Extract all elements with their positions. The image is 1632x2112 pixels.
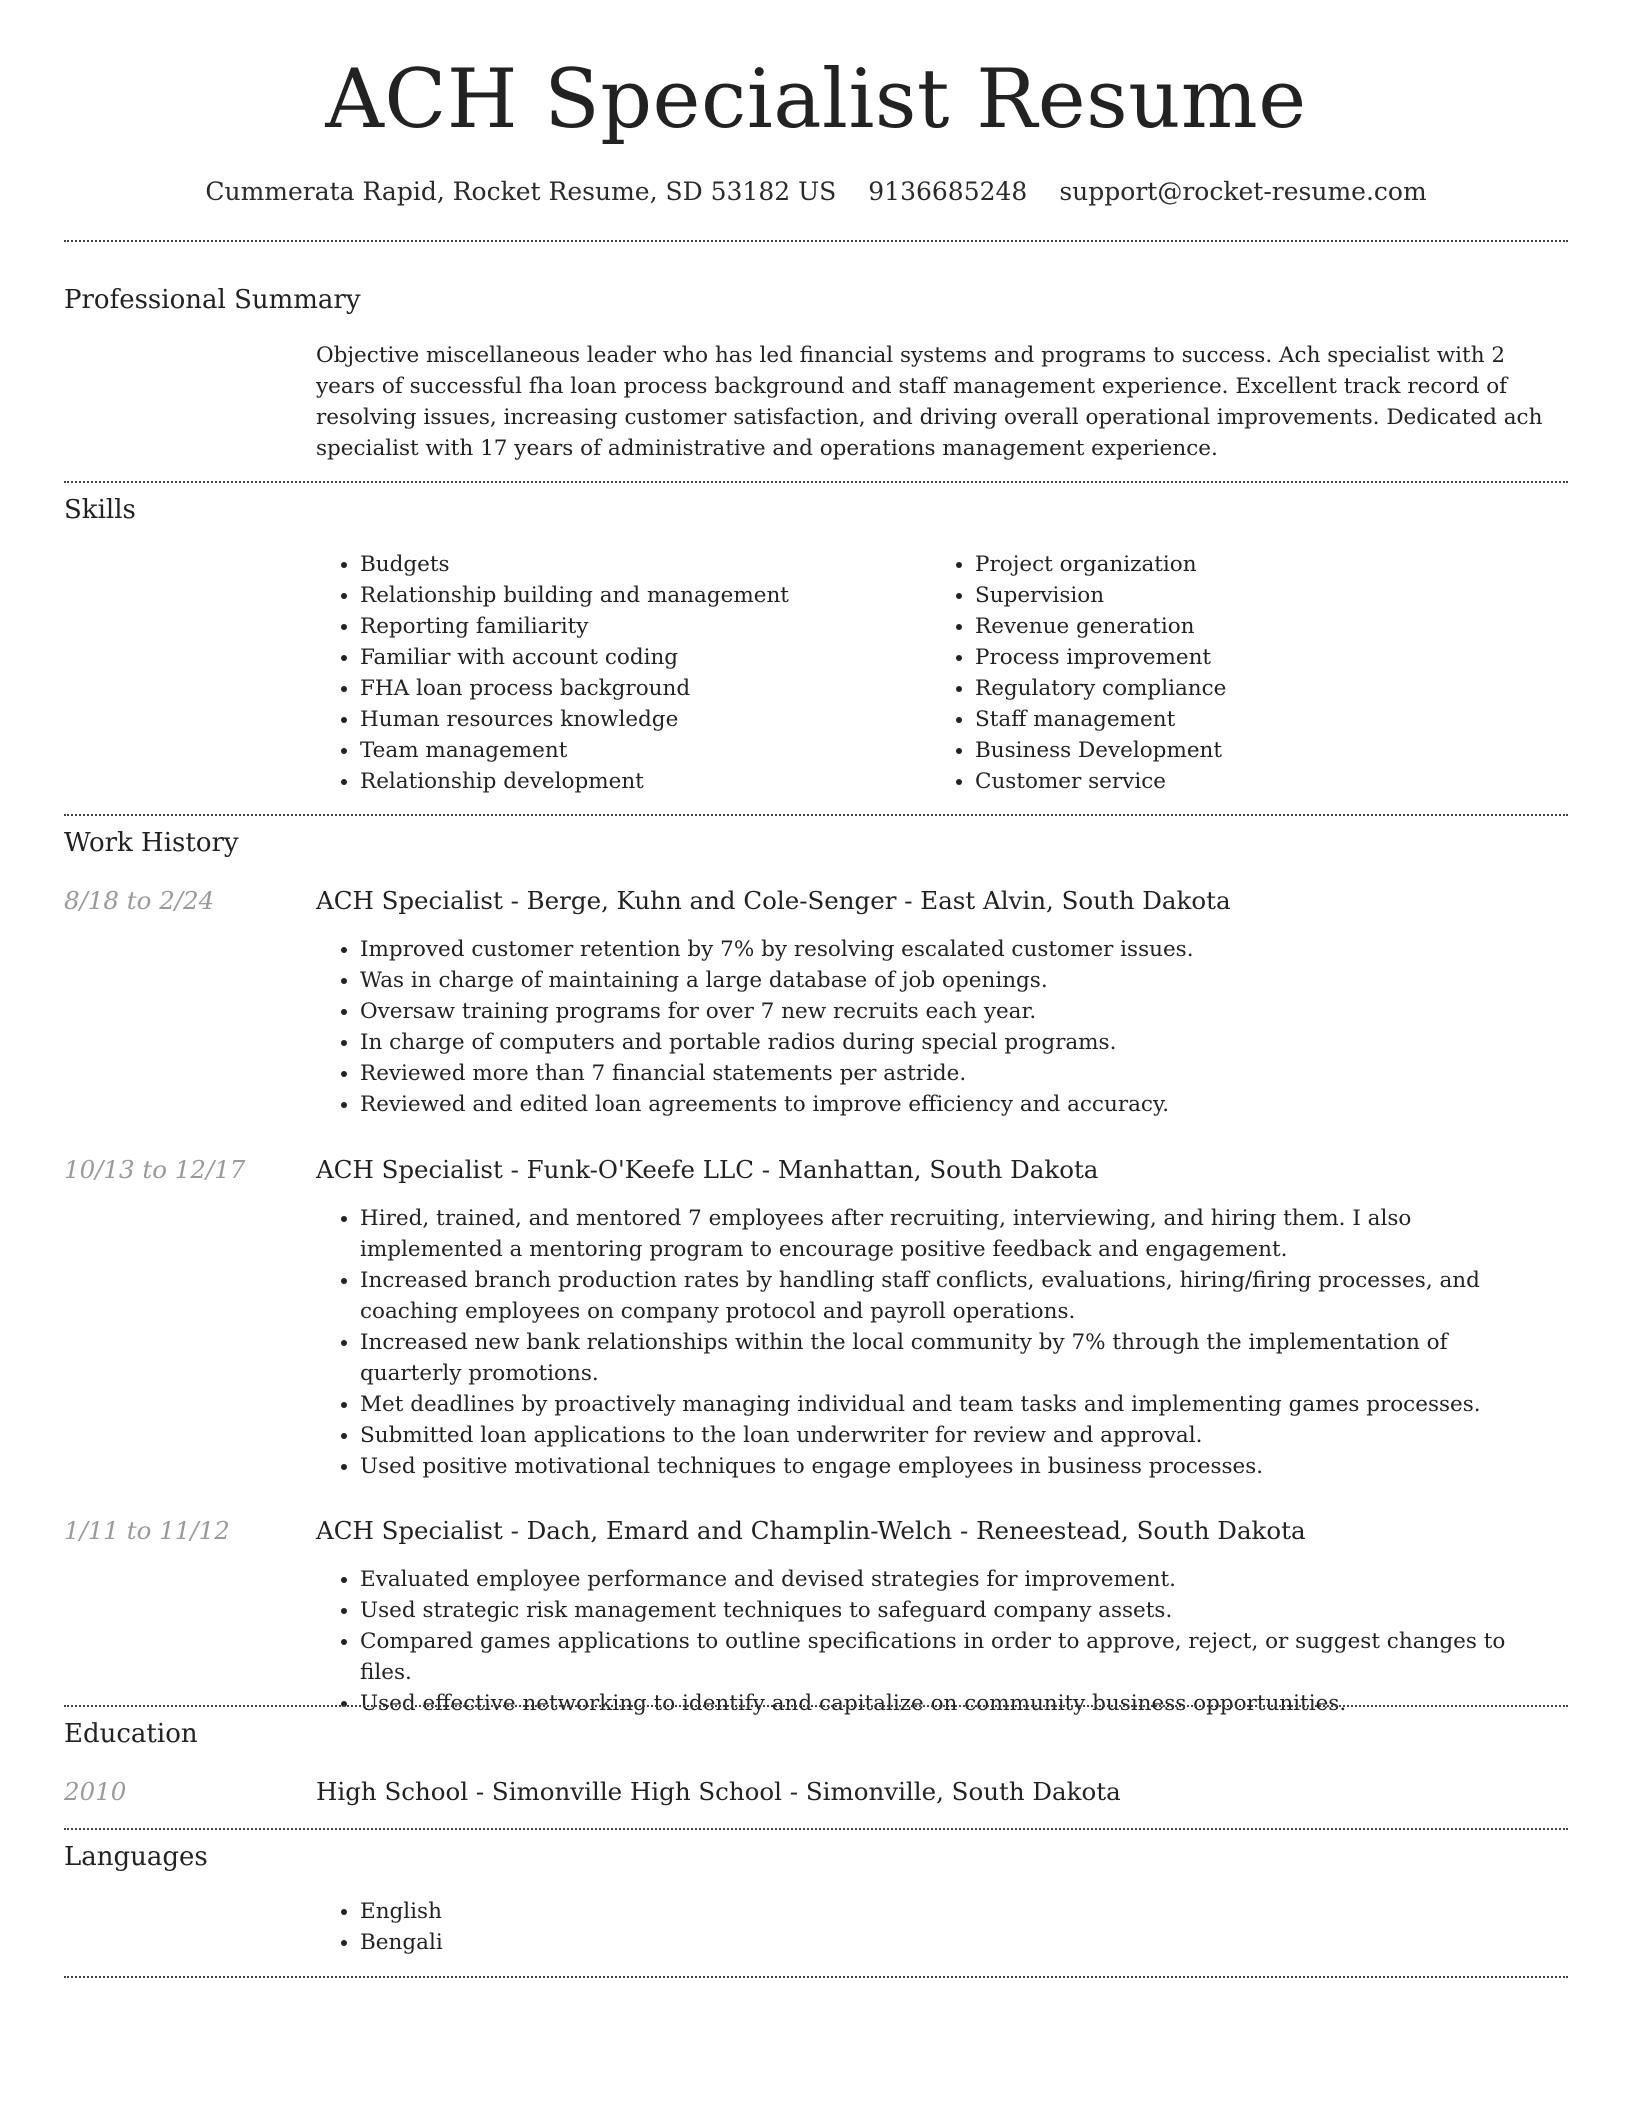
job-title: ACH Specialist - Funk-O'Keefe LLC - Manhattan, South Dakota	[316, 1155, 1099, 1184]
duty-item: • Compared games applications to outline specifications in order to approve, reject, or suggest changes to files.	[360, 1626, 1516, 1688]
duty-item: • Hired, trained, and mentored 7 employees after recruiting, interviewing, and hiring them. I also implemented a mentoring program to encourage positive feedback and engagement.	[360, 1203, 1516, 1265]
section-divider	[64, 1828, 1568, 1830]
skill-item: • Project organization	[975, 549, 1531, 580]
language-item: • Bengali	[360, 1927, 1516, 1958]
skill-item: • Staff management	[975, 704, 1531, 735]
skill-item: • Process improvement	[975, 642, 1531, 673]
duty-item: • Evaluated employee performance and devised strategies for improvement.	[360, 1564, 1516, 1595]
skill-item: • FHA loan process background	[360, 673, 916, 704]
education-entry: High School - Simonville High School - Simonville, South Dakota	[316, 1777, 1121, 1806]
duty-item: • Reviewed more than 7 financial statements per astride.	[360, 1058, 1516, 1089]
skill-item: • Business Development	[975, 735, 1531, 766]
skill-item: • Supervision	[975, 580, 1531, 611]
duty-item: • Submitted loan applications to the loan underwriter for review and approval.	[360, 1420, 1516, 1451]
duty-item: • Improved customer retention by 7% by resolving escalated customer issues.	[360, 934, 1516, 965]
skill-item: • Customer service	[975, 766, 1531, 797]
resume-header	[0, 0, 1632, 208]
work-history-heading: Work History	[64, 828, 239, 858]
skill-item: • Revenue generation	[975, 611, 1531, 642]
skills-left-column	[316, 549, 916, 797]
duty-item: • Increased new bank relationships within the local community by 7% through the implementation of quarterly promotions.	[360, 1327, 1516, 1389]
contact-address: Cummerata Rapid, Rocket Resume, SD 53182 US	[205, 177, 837, 206]
summary-text: Objective miscellaneous leader who has led financial systems and programs to success. Ach specialist with 2 years of successful fha loan process background and staff management experience. Excellent track record of resolving issues, increasing customer satisfaction, and driving overall operational improvements. Dedicated ach specialist with 17 years of administrative and operations management experience.	[316, 343, 1543, 461]
job-dates: 8/18 to 2/24	[64, 886, 215, 915]
duty-item: • Reviewed and edited loan agreements to improve efficiency and accuracy.	[360, 1089, 1516, 1120]
duty-item: • Used positive motivational techniques to engage employees in business processes.	[360, 1451, 1516, 1482]
duty-item: • Used effective networking to identify and capitalize on community business opportunities.	[360, 1688, 1516, 1719]
contact-phone: 9136685248	[868, 177, 1028, 206]
section-divider	[64, 1705, 1568, 1707]
job-duties-list	[316, 934, 1516, 1120]
job-title: ACH Specialist - Berge, Kuhn and Cole-Senger - East Alvin, South Dakota	[316, 886, 1231, 915]
skill-item: • Familiar with account coding	[360, 642, 916, 673]
skill-item: • Human resources knowledge	[360, 704, 916, 735]
skills-right-list	[931, 549, 1531, 797]
skill-item: • Relationship development	[360, 766, 916, 797]
skills-right-column	[931, 549, 1531, 797]
duty-item: • Met deadlines by proactively managing individual and team tasks and implementing games processes.	[360, 1389, 1516, 1420]
job-duties	[316, 1564, 1516, 1719]
education-year: 2010	[64, 1777, 127, 1806]
duty-item: • Used strategic risk management techniques to safeguard company assets.	[360, 1595, 1516, 1626]
job-dates: 1/11 to 11/12	[64, 1516, 230, 1545]
summary-heading: Professional Summary	[64, 285, 361, 315]
duty-item: • Increased branch production rates by handling staff conflicts, evaluations, hiring/firing processes, and coaching employees on company protocol and payroll operations.	[360, 1265, 1516, 1327]
skill-item: • Relationship building and management	[360, 580, 916, 611]
job-duties-list	[316, 1564, 1516, 1719]
contact-email: support@rocket-resume.com	[1059, 177, 1427, 206]
job-duties	[316, 934, 1516, 1120]
skill-item: • Team management	[360, 735, 916, 766]
skills-left-list	[316, 549, 916, 797]
duty-item: • In charge of computers and portable radios during special programs.	[360, 1027, 1516, 1058]
job-title: ACH Specialist - Dach, Emard and Champlin-Welch - Reneestead, South Dakota	[316, 1516, 1306, 1545]
job-duties-list	[316, 1203, 1516, 1482]
resume-title: ACH Specialist Resume	[325, 53, 1307, 147]
skill-item: • Budgets	[360, 549, 916, 580]
skills-heading: Skills	[64, 495, 136, 525]
skill-item: • Reporting familiarity	[360, 611, 916, 642]
education-heading: Education	[64, 1719, 198, 1749]
skill-item: • Regulatory compliance	[975, 673, 1531, 704]
section-divider	[64, 814, 1568, 816]
section-divider	[64, 481, 1568, 483]
job-duties	[316, 1203, 1516, 1482]
languages-list	[316, 1896, 1516, 1958]
languages-list-box	[316, 1896, 1516, 1958]
duty-item: • Was in charge of maintaining a large database of job openings.	[360, 965, 1516, 996]
language-item: • English	[360, 1896, 1516, 1927]
section-divider	[64, 240, 1568, 242]
languages-heading: Languages	[64, 1842, 208, 1872]
job-dates: 10/13 to 12/17	[64, 1155, 246, 1184]
section-divider	[64, 1976, 1568, 1978]
duty-item: • Oversaw training programs for over 7 new recruits each year.	[360, 996, 1516, 1027]
contact-line	[0, 176, 1632, 208]
